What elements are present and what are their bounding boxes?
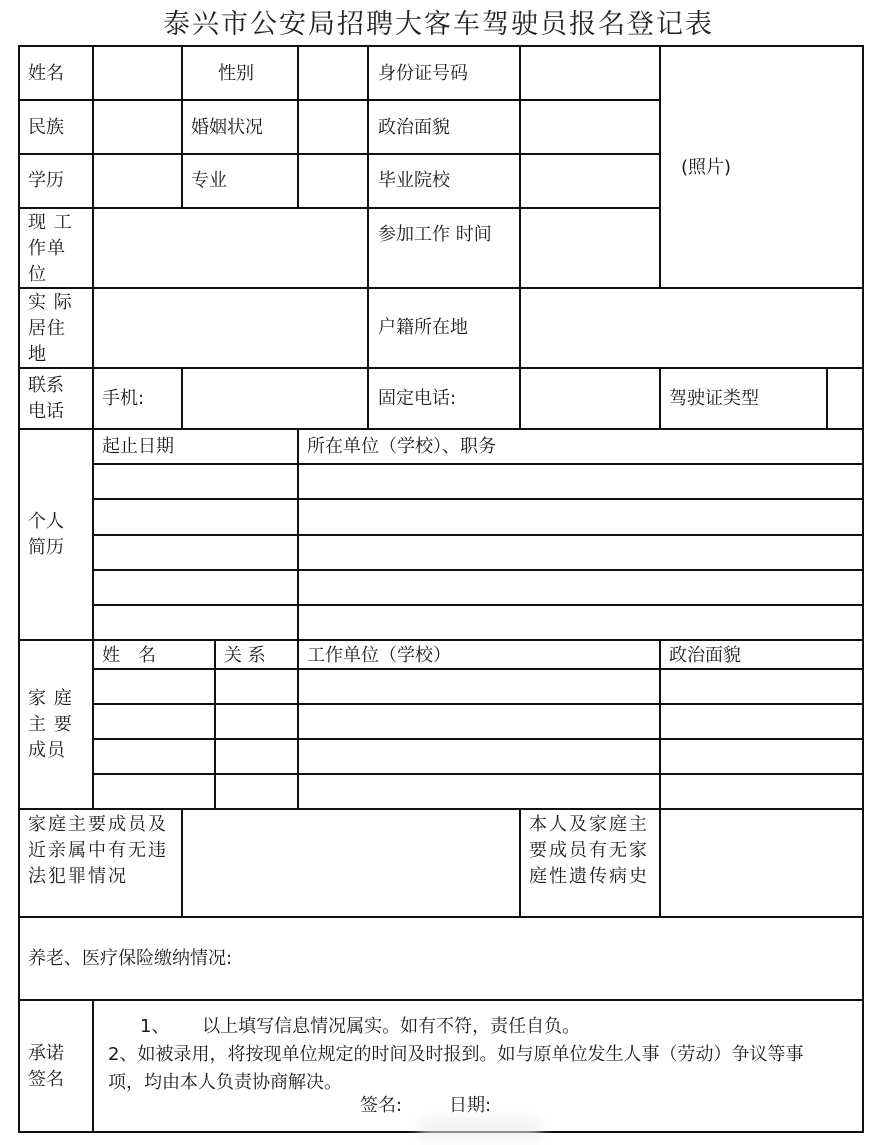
family-row[interactable] bbox=[94, 670, 862, 703]
label-photo: (照片) bbox=[681, 157, 732, 178]
pledge-line-2: 2、如被录用，将按现单位规定的时间及时报到。如与原单位发生人事（劳动）争议等事项，均由本人负责协商解决。 bbox=[108, 1044, 804, 1093]
family-row[interactable] bbox=[94, 775, 862, 808]
label-date: 日期: bbox=[449, 1095, 492, 1116]
row-line bbox=[18, 639, 864, 641]
resume-row[interactable] bbox=[94, 571, 862, 604]
label-work-unit: 现 工 作单 位 bbox=[28, 212, 73, 285]
label-hukou: 户籍所在地 bbox=[378, 317, 468, 338]
label-gender: 性别 bbox=[218, 63, 254, 84]
label-political: 政治面貌 bbox=[378, 117, 450, 138]
major-field[interactable] bbox=[299, 155, 366, 207]
label-mobile: 手机: bbox=[102, 388, 145, 409]
col-line bbox=[367, 45, 369, 428]
resume-col-dates: 起止日期 bbox=[102, 436, 174, 457]
watermark-blur bbox=[420, 1118, 540, 1142]
table-border-left bbox=[18, 45, 20, 1133]
resume-row[interactable] bbox=[94, 606, 862, 639]
label-disease: 本人及家庭主要成员有无家庭性遗传病史 bbox=[529, 814, 649, 887]
resume-row[interactable] bbox=[94, 465, 862, 498]
marital-field[interactable] bbox=[299, 101, 366, 153]
mobile-field[interactable] bbox=[183, 369, 366, 428]
ethnicity-field[interactable] bbox=[94, 101, 180, 153]
family-col-political: 政治面貌 bbox=[669, 645, 741, 666]
disease-field[interactable] bbox=[661, 810, 862, 916]
row-line bbox=[18, 999, 864, 1001]
label-school: 毕业院校 bbox=[378, 170, 450, 191]
label-pledge: 承诺 签名 bbox=[28, 1043, 64, 1090]
landline-field[interactable] bbox=[521, 369, 658, 428]
work-start-field[interactable] bbox=[521, 209, 658, 287]
resume-row[interactable] bbox=[94, 500, 862, 534]
row-line bbox=[18, 367, 864, 369]
col-line bbox=[92, 999, 94, 1133]
political-field[interactable] bbox=[521, 101, 658, 153]
label-license: 驾驶证类型 bbox=[669, 388, 759, 409]
license-field[interactable] bbox=[828, 369, 862, 428]
resume-col-unit: 所在单位（学校）、职务 bbox=[307, 436, 496, 457]
pledge-line-1: 1、 以上填写信息情况属实。如有不符，责任自负。 bbox=[140, 1016, 581, 1037]
family-row[interactable] bbox=[94, 740, 862, 773]
name-field[interactable] bbox=[94, 47, 180, 99]
label-education: 学历 bbox=[28, 170, 64, 191]
family-row[interactable] bbox=[94, 705, 862, 738]
family-col-relation: 关 系 bbox=[224, 645, 266, 666]
label-contact: 联系 电话 bbox=[28, 375, 64, 422]
label-signature: 签名: bbox=[360, 1095, 403, 1116]
col-line bbox=[519, 808, 521, 916]
label-family-section: 家 庭 主 要 成员 bbox=[28, 688, 73, 761]
table-border-right bbox=[862, 45, 864, 1133]
school-field[interactable] bbox=[521, 155, 658, 207]
label-marital: 婚姻状况 bbox=[191, 117, 263, 138]
label-resume-section: 个人 简历 bbox=[28, 511, 64, 558]
education-field[interactable] bbox=[94, 155, 180, 207]
residence-field[interactable] bbox=[94, 289, 366, 367]
label-landline: 固定电话: bbox=[378, 388, 457, 409]
col-line bbox=[181, 45, 183, 208]
label-id-number: 身份证号码 bbox=[378, 63, 468, 84]
label-ethnicity: 民族 bbox=[28, 117, 64, 138]
label-insurance: 养老、医疗保险缴纳情况: bbox=[28, 948, 233, 969]
form-title: 泰兴市公安局招聘大客车驾驶员报名登记表 bbox=[163, 9, 714, 40]
col-line bbox=[659, 367, 661, 428]
id-number-field[interactable] bbox=[521, 47, 658, 99]
hukou-field[interactable] bbox=[521, 289, 862, 367]
label-work-start: 参加工作 时间 bbox=[378, 224, 492, 245]
gender-field[interactable] bbox=[299, 47, 366, 99]
label-name: 姓名 bbox=[28, 63, 64, 84]
label-major: 专业 bbox=[191, 170, 227, 191]
family-col-unit: 工作单位（学校） bbox=[307, 645, 451, 666]
row-line bbox=[18, 428, 864, 430]
crime-field[interactable] bbox=[183, 810, 519, 916]
label-crime: 家庭主要成员及近亲属中有无违法犯罪情况 bbox=[28, 814, 168, 887]
insurance-field[interactable] bbox=[300, 918, 862, 999]
label-residence: 实 际 居住 地 bbox=[28, 292, 73, 365]
work-unit-field[interactable] bbox=[94, 209, 366, 287]
family-col-name: 姓 名 bbox=[102, 645, 156, 666]
resume-row[interactable] bbox=[94, 536, 862, 569]
